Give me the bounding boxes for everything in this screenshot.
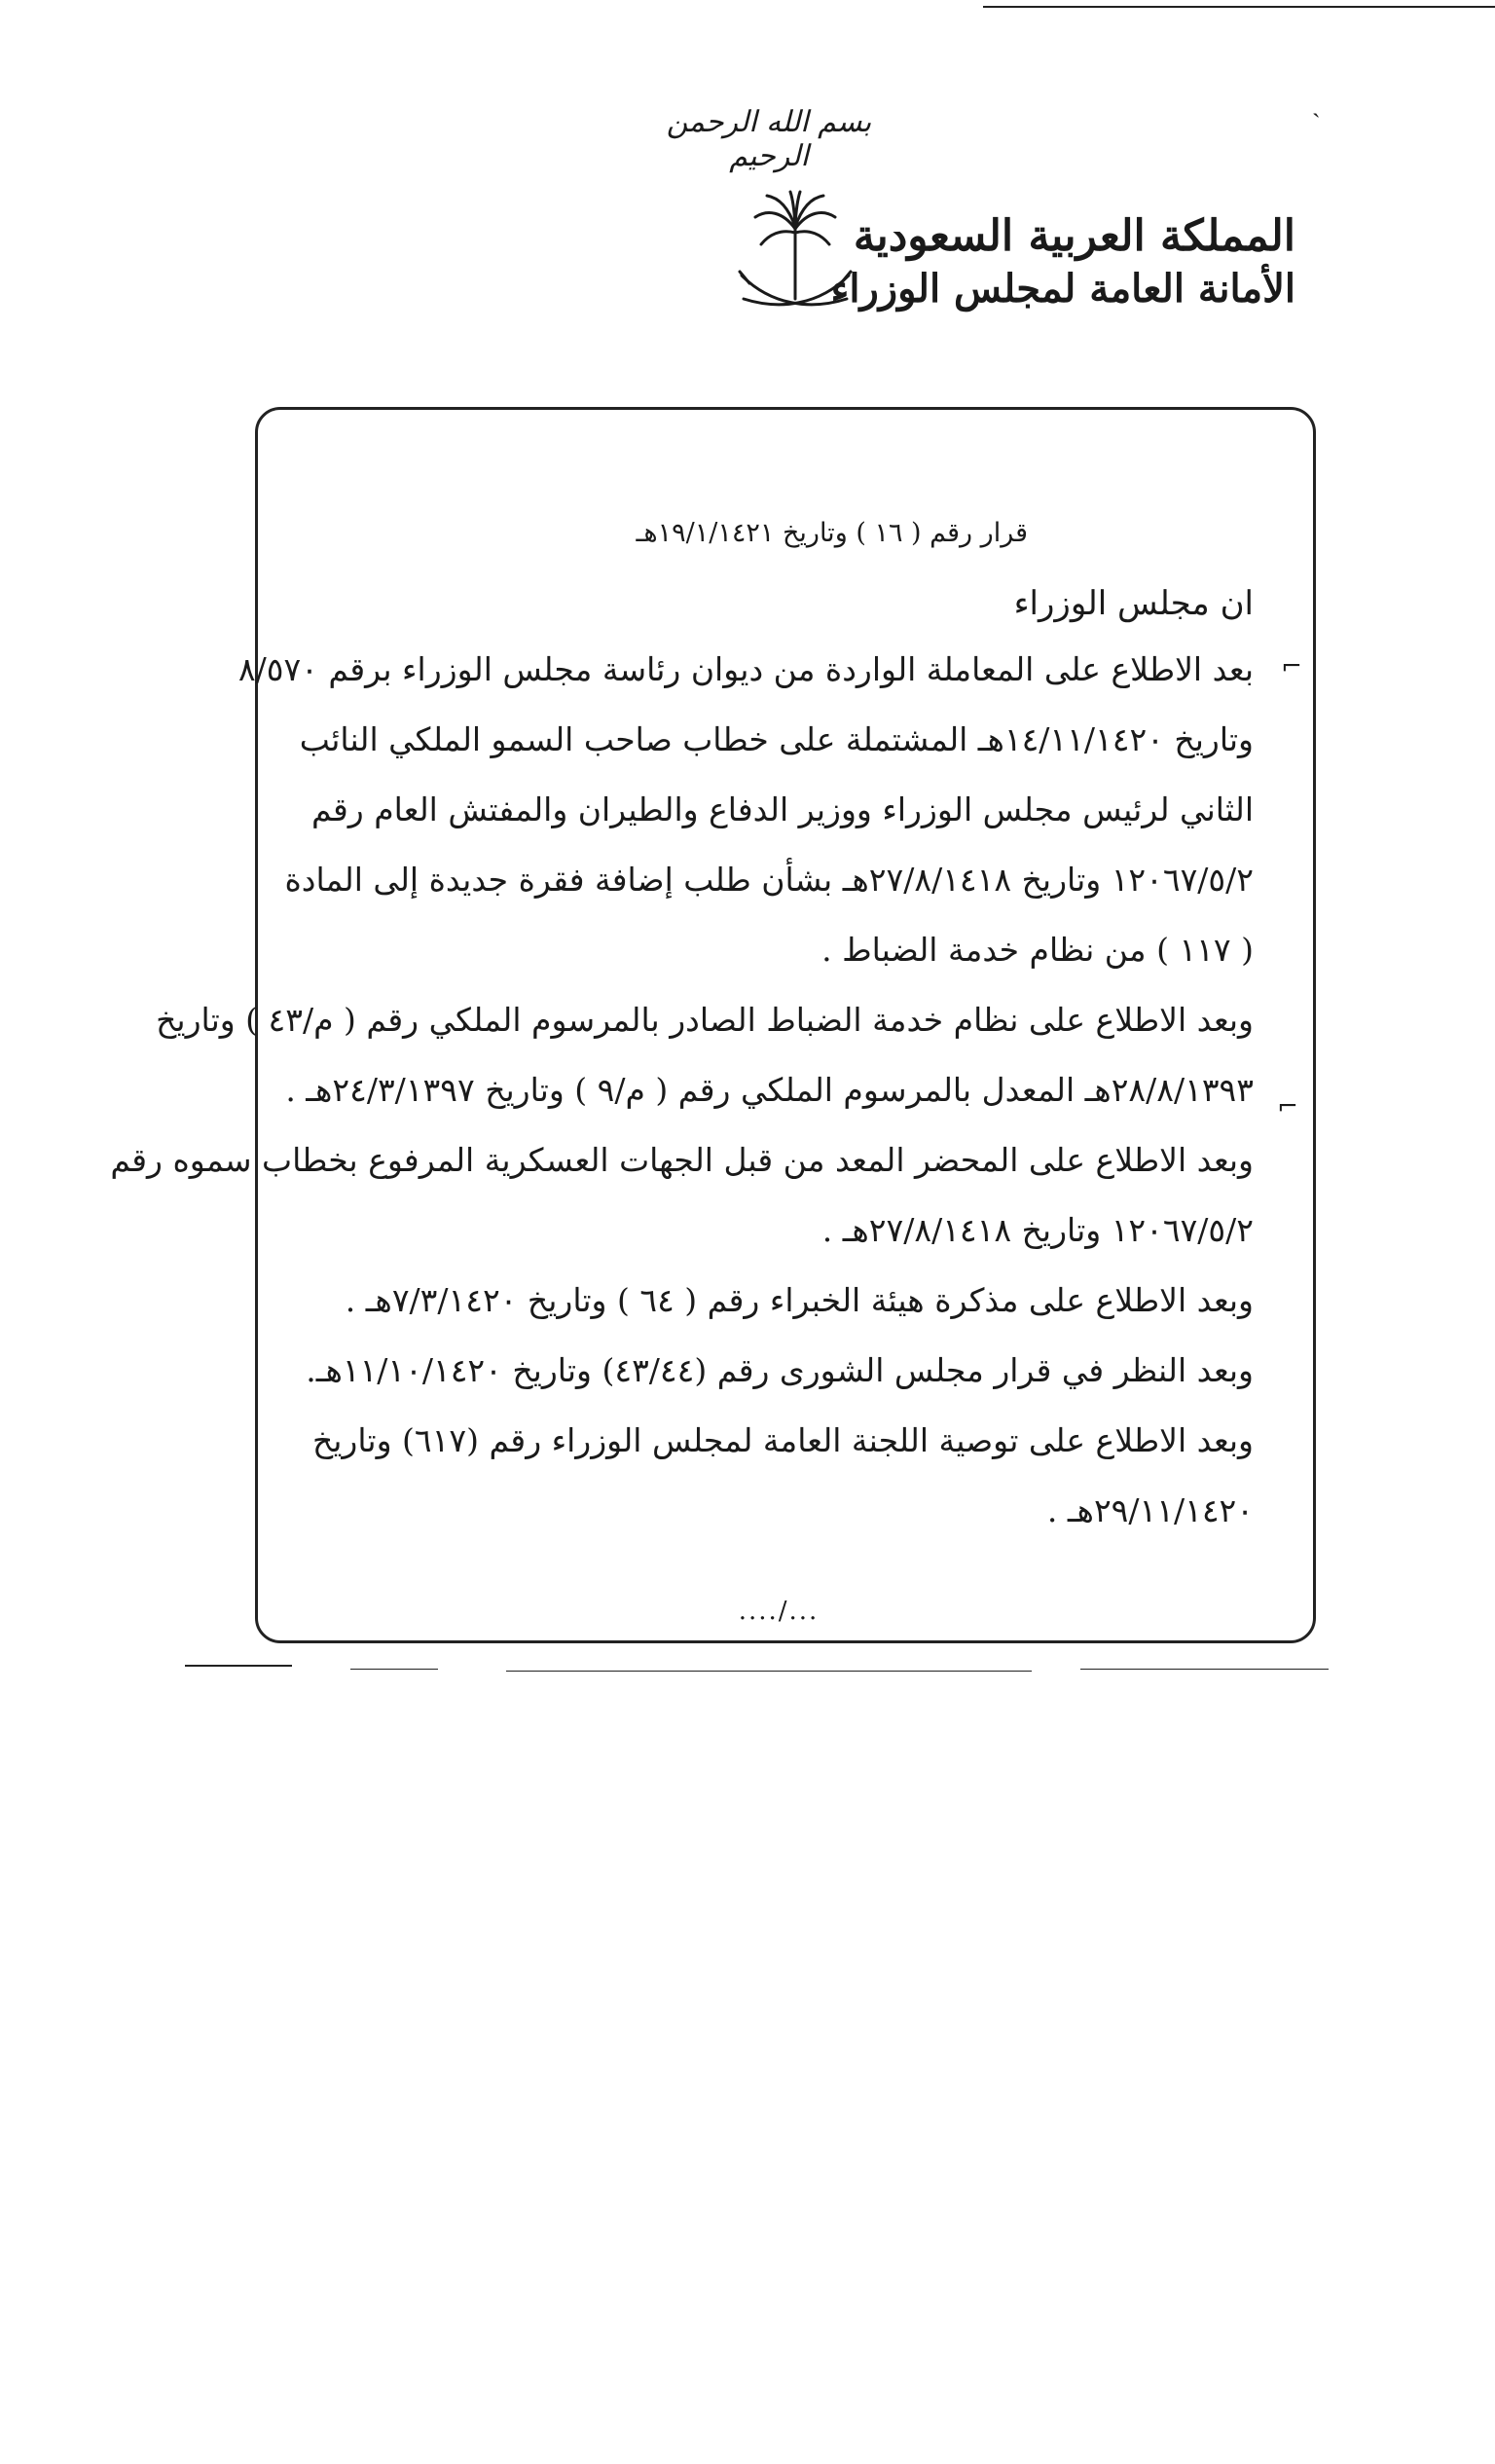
decision-line: الثاني لرئيس مجلس الوزراء ووزير الدفاع والطيران والمفتش العام رقم [311,791,1254,828]
decision-line: وبعد الاطلاع على توصية اللجنة العامة لمجلس الوزراء رقم (٦١٧) وتاريخ [311,1421,1254,1459]
issuer-header [831,209,1295,314]
bottom-scan-line [506,1671,1032,1672]
bottom-scan-line [1080,1669,1329,1670]
basmala-heading: بسم الله الرحمن الرحيم [666,105,872,173]
bottom-scan-line [185,1665,292,1667]
department-name: الأمانة العامة لمجلس الوزراء [830,266,1295,312]
decision-line: وبعد النظر في قرار مجلس الشورى رقم (٤٣/٤٤) وتاريخ ١١/١٠/١٤٢٠هـ. [306,1351,1254,1389]
decision-reference: قرار رقم ( ١٦ ) وتاريخ ١٩/١/١٤٢١هـ [636,518,1028,548]
margin-mark: ⌐ [1281,652,1302,681]
decision-line: ( ١١٧ ) من نظام خدمة الضباط . [821,931,1254,969]
decision-line: ١٢٠٦٧/٥/٢ وتاريخ ٢٧/٨/١٤١٨هـ بشأن طلب إضافة فقرة جديدة إلى المادة [284,861,1254,899]
decision-line: وبعد الاطلاع على نظام خدمة الضباط الصادر بالمرسوم الملكي رقم ( م/٤٣ ) وتاريخ [156,1001,1254,1039]
country-name: المملكة العربية السعودية [853,211,1295,261]
decision-line: بعد الاطلاع على المعاملة الواردة من ديوان رئاسة مجلس الوزراء برقم ٨/٥٧٠ [237,650,1254,688]
top-scan-line [983,6,1495,8]
decision-addressee: ان مجلس الوزراء [1013,584,1254,623]
continuation-marker: ..../... [738,1597,820,1626]
decision-line: ٢٨/٨/١٣٩٣هـ المعدل بالمرسوم الملكي رقم ( م/٩ ) وتاريخ ٢٤/٣/١٣٩٧هـ . [285,1071,1254,1109]
decision-line: ١٢٠٦٧/٥/٢ وتاريخ ٢٧/٨/١٤١٨هـ . [821,1211,1254,1249]
decision-line: وبعد الاطلاع على المحضر المعد من قبل الجهات العسكرية المرفوع بخطاب سموه رقم [110,1141,1254,1179]
decision-line: وتاريخ ١٤/١١/١٤٢٠هـ المشتملة على خطاب صاحب السمو الملكي النائب [299,720,1254,758]
margin-mark: ⌐ [1277,1092,1298,1122]
scan-speck: ˏ [1312,90,1321,119]
decision-line: وبعد الاطلاع على مذكرة هيئة الخبراء رقم ( ٦٤ ) وتاريخ ٧/٣/١٤٢٠هـ . [345,1281,1254,1319]
decision-line: ٢٩/١١/١٤٢٠هـ . [1046,1491,1254,1529]
bottom-scan-line [350,1669,438,1670]
